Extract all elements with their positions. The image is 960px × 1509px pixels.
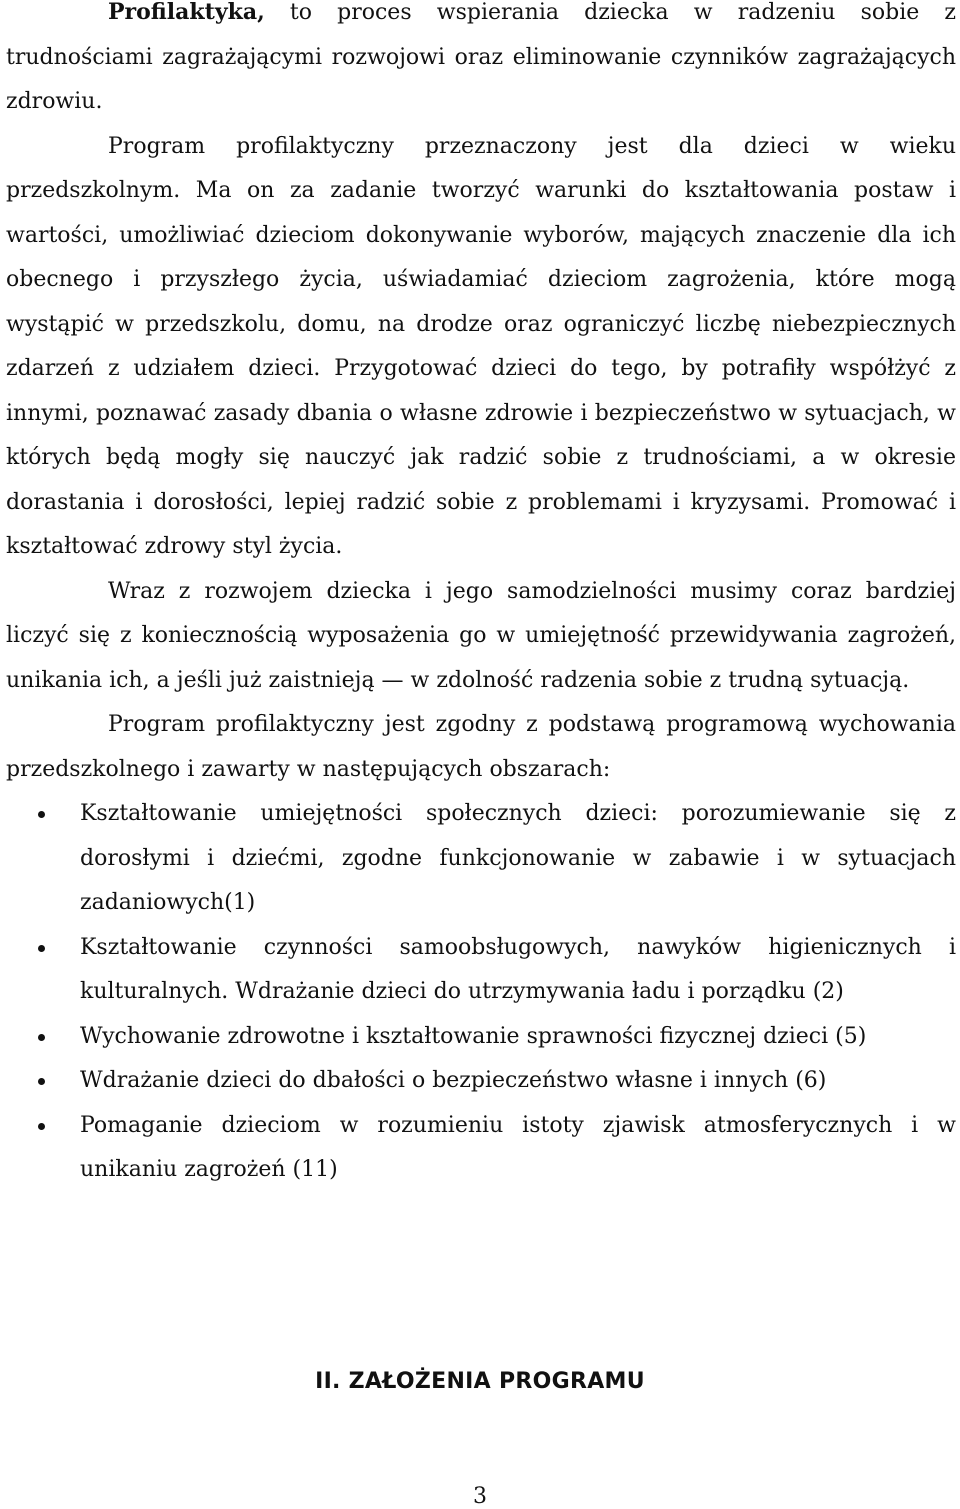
list-item-text: Kształtowanie umiejętności społecznych dzieci: porozumiewanie się z dorosłymi i dziećmi, zgodne funkcjonowanie w zabawie i w sytuacjach zadaniowych(1) [80, 801, 956, 915]
term-profilaktyka: Profilaktyka, [108, 0, 265, 25]
paragraph-program-purpose: Program profilaktyczny przeznaczony jest dla dzieci w wieku przedszkolnym. Ma on za zadanie tworzyć warunki do kształtowania postaw i wartości, umożliwiać dzieciom dokonywanie wyborów, mających znaczenie dla ich obecnego i przyszłego życia, uświadamiać dzieciom zagrożenia, które mogą wystąpić w przedszkolu, domu, na drodze oraz ograniczyć liczbę niebezpiecznych zdarzeń z udziałem dzieci. Przygotować dzieci do tego, by potrafiły współżyć z innymi, poznawać zasady dbania o własne zdrowie i bezpieczeństwo w sytuacjach, w których będą mogły się nauczyć jak radzić sobie z trudnościami, a w okresie dorastania i dorosłości, lepiej radzić sobie z problemami i kryzysami. Promować i kształtować zdrowy styl życia. [6, 133, 956, 559]
bullet-icon [38, 945, 45, 952]
section-heading: II. ZAŁOŻENIA PROGRAMU [315, 1369, 645, 1394]
bullet-icon [38, 1123, 45, 1130]
list-item [6, 792, 956, 926]
list-item [6, 1015, 956, 1060]
definition-text: to proces wspierania dziecka w radzeniu sobie z trudnościami zagrażającymi rozwojowi oraz eliminowanie czynników zagrażających zdrowiu. [6, 0, 956, 114]
bullet-icon [38, 1034, 45, 1041]
curriculum-areas-list [6, 792, 956, 1193]
list-item-text: Wychowanie zdrowotne i kształtowanie sprawności fizycznej dzieci (5) [80, 1023, 867, 1049]
page-number: 3 [473, 1484, 487, 1509]
list-item [6, 926, 956, 1015]
document-page [6, 0, 956, 1193]
list-item [6, 1104, 956, 1193]
bullet-icon [38, 1078, 45, 1085]
paragraph-definition [6, 0, 956, 125]
list-item-text: Kształtowanie czynności samoobsługowych, nawyków higienicznych i kulturalnych. Wdrażanie dzieci do utrzymywania ładu i porządku (2) [80, 934, 956, 1004]
bullet-icon [38, 811, 45, 818]
list-item-text: Pomaganie dzieciom w rozumieniu istoty zjawisk atmosferycznych i w unikaniu zagrożeń (11) [80, 1112, 956, 1182]
paragraph-curriculum-areas: Program profilaktyczny jest zgodny z podstawą programową wychowania przedszkolnego i zawarty w następujących obszarach: [6, 712, 956, 782]
list-item [6, 1059, 956, 1104]
list-item-text: Wdrażanie dzieci do dbałości o bezpieczeństwo własne i innych (6) [80, 1068, 827, 1093]
paragraph-child-development: Wraz z rozwojem dziecka i jego samodzielności musimy coraz bardziej liczyć się z koniecznością wyposażenia go w umiejętność przewidywania zagrożeń, unikania ich, a jeśli już zaistnieją — w zdolność radzenia sobie z trudną sytuacją. [6, 578, 956, 693]
